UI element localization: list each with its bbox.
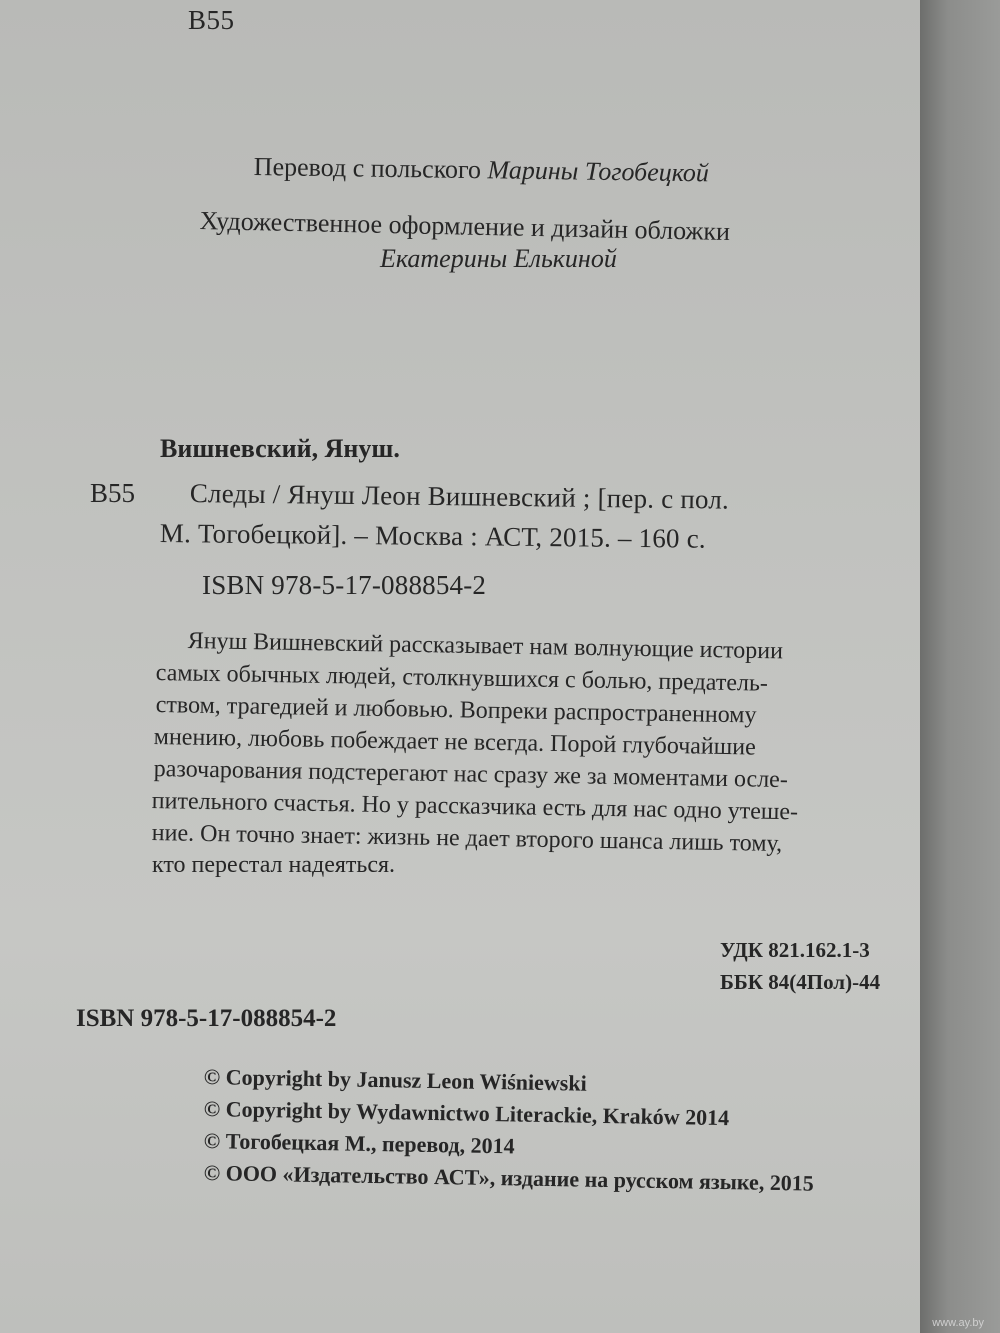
annotation-line-5: разочарования подстерегают нас сразу же за моментами осле- [153, 756, 789, 794]
translator-name: Марины Тогобецкой [487, 155, 710, 188]
biblio-line-2: М. Тогобецкой]. – Москва : АСТ, 2015. – 160 с. [159, 518, 706, 554]
annotation-line-2: самых обычных людей, столкнувшихся с болью, предатель- [155, 660, 769, 697]
designer-name: Екатерины Елькиной [380, 244, 617, 273]
isbn-number: ISBN 978-5-17-088854-2 [76, 1005, 337, 1032]
annotation-line-6: пительного счастья. Но у рассказчика есть для нас одно утеше- [151, 788, 799, 826]
translator-credit [254, 152, 710, 188]
book-gutter-shadow [920, 0, 1000, 1333]
watermark: www.ay.by [932, 1317, 984, 1329]
copyright-line-2: © Copyright by Wydawnictwo Literackie, Kraków 2014 [203, 1096, 730, 1131]
annotation-line-3: ством, трагедией и любовью. Вопреки распространенному [155, 692, 757, 729]
udk-code: УДК 821.162.1-3 [720, 938, 870, 962]
annotation-line-7: ние. Он точно знает: жизнь не дает второго шанса лишь тому, [151, 820, 783, 857]
annotation-line-8: кто перестал надеяться. [152, 852, 396, 878]
translation-prefix: Перевод с польского [253, 152, 488, 185]
annotation-line-1: Януш Вишневский рассказывает нам волнующие истории [187, 628, 784, 665]
design-credit-line: Художественное оформление и дизайн обложки [199, 206, 731, 247]
biblio-line-1: Следы / Януш Леон Вишневский ; [пер. с пол. [189, 478, 730, 515]
catalog-author-heading: Вишневский, Януш. [160, 434, 400, 463]
copyright-line-3: © Тогобецкая М., перевод, 2014 [203, 1128, 515, 1159]
library-code-top: В55 [188, 5, 235, 35]
biblio-isbn: ISBN 978-5-17-088854-2 [202, 570, 487, 600]
copyright-line-4: © ООО «Издательство АСТ», издание на русском языке, 2015 [203, 1160, 815, 1196]
annotation-line-4: мнению, любовь побеждает не всегда. Порой глубочайшие [153, 724, 756, 761]
copyright-line-1: © Copyright by Janusz Leon Wiśniewski [203, 1064, 587, 1096]
bbk-code: ББК 84(4Пол)-44 [720, 970, 881, 994]
catalog-code: В55 [90, 478, 136, 508]
